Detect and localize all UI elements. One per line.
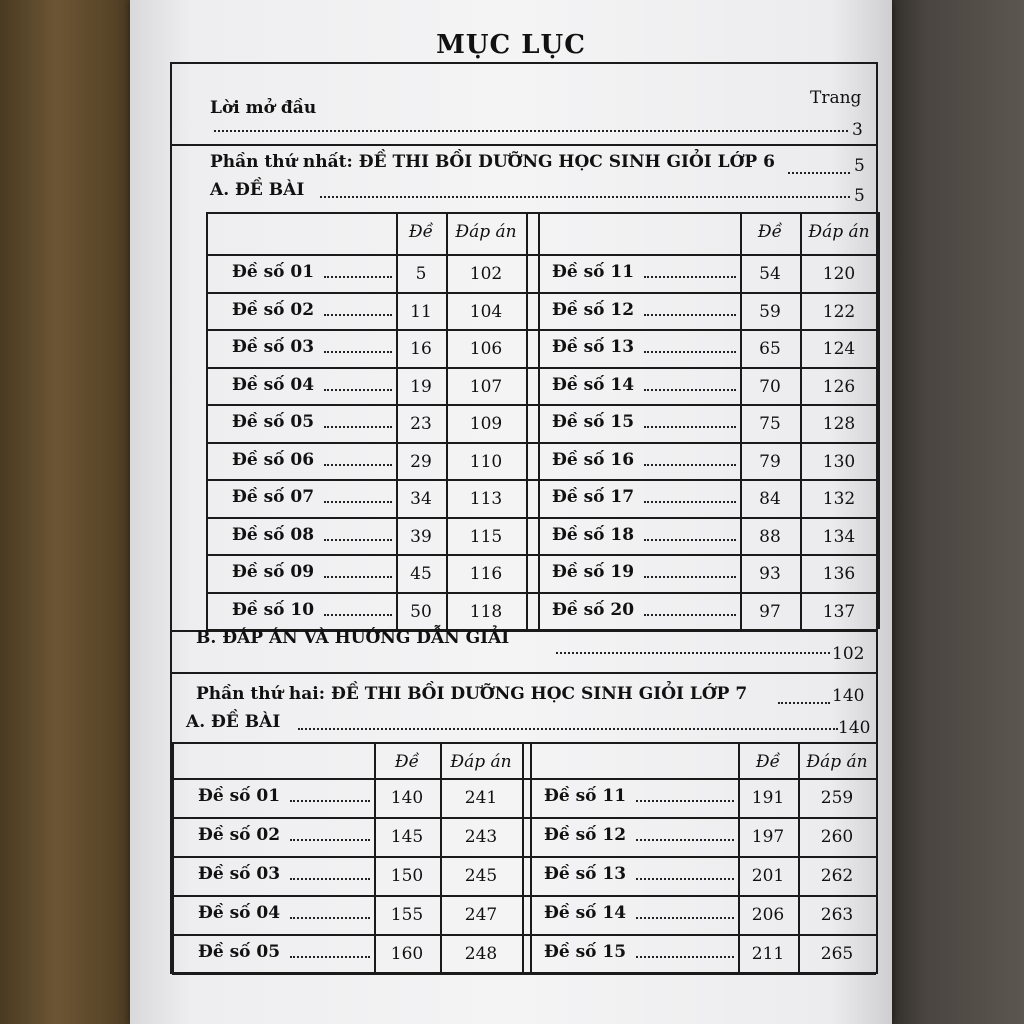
col-dapan-header: Đáp án xyxy=(455,222,517,242)
exam-page: 70 xyxy=(759,376,781,397)
exam-label: Đề số 09 xyxy=(232,562,315,582)
answer-page: 104 xyxy=(469,301,503,322)
answer-page: 126 xyxy=(822,376,856,397)
table-row-line xyxy=(206,329,878,331)
leader-dots xyxy=(644,276,736,278)
answer-page: 107 xyxy=(469,376,503,397)
table-row-line xyxy=(172,973,876,975)
leader-dots xyxy=(644,464,736,466)
exam-label: Đề số 17 xyxy=(552,487,635,507)
exam-label: Đề số 02 xyxy=(232,299,315,320)
answer-page: 134 xyxy=(822,526,856,547)
answer-page: 122 xyxy=(822,301,856,322)
part2-heading-page: 140 xyxy=(832,686,865,706)
exam-label: Đề số 18 xyxy=(552,524,635,545)
answer-page: 120 xyxy=(822,264,856,284)
exam-page: 150 xyxy=(390,866,424,886)
answer-page: 115 xyxy=(469,526,503,547)
exam-page: 54 xyxy=(759,264,781,284)
col-de-header: Đề xyxy=(755,752,781,772)
answer-page: 243 xyxy=(464,827,498,847)
exam-page: 211 xyxy=(751,944,785,964)
table-row-line xyxy=(206,442,878,444)
exam-label: Đề số 04 xyxy=(198,903,281,923)
col-de-header: Đề xyxy=(408,222,434,242)
exam-label: Đề số 14 xyxy=(544,903,627,923)
table-row-line xyxy=(172,817,876,819)
answer-page: 102 xyxy=(469,264,503,284)
leader-dots xyxy=(636,917,734,919)
table-row-line xyxy=(206,479,878,481)
exam-label: Đề số 13 xyxy=(552,337,635,357)
exam-label: Đề số 06 xyxy=(232,449,315,470)
exam-page: 75 xyxy=(759,414,781,434)
desk-background-right xyxy=(884,0,1024,1024)
table-row-line xyxy=(172,856,876,858)
leader-dots xyxy=(324,464,392,466)
table-border xyxy=(878,212,880,629)
exam-page: 39 xyxy=(410,526,432,547)
leader-dots xyxy=(324,539,392,541)
exam-page: 93 xyxy=(759,564,781,584)
answer-page: 265 xyxy=(820,944,854,964)
exam-label: Đề số 11 xyxy=(552,262,635,282)
col-dapan-header: Đáp án xyxy=(808,222,870,242)
table-row-line xyxy=(172,778,876,780)
part2-a-page: 140 xyxy=(838,718,871,738)
leader-dots xyxy=(290,956,370,958)
answer-page: 241 xyxy=(464,788,498,808)
exam-page: 206 xyxy=(751,905,785,925)
leader-dots xyxy=(644,539,736,541)
exam-label: Đề số 13 xyxy=(544,864,627,884)
part1-heading: Phần thứ nhất: ĐỀ THI BỒI DƯỠNG HỌC SINH GIỎI LỚP 6 xyxy=(210,152,775,172)
leader-dots xyxy=(644,389,736,391)
table-row-line xyxy=(206,367,878,369)
col-de-header: Đề xyxy=(757,222,783,242)
exam-label: Đề số 19 xyxy=(552,562,635,582)
answer-page: 248 xyxy=(464,944,498,964)
table-border xyxy=(876,742,878,973)
part2-heading: Phần thứ hai: ĐỀ THI BỒI DƯỠNG HỌC SINH GIỎI LỚP 7 xyxy=(196,684,748,704)
exam-page: 88 xyxy=(759,526,781,547)
exam-label: Đề số 15 xyxy=(552,412,635,432)
leader-dots xyxy=(644,426,736,428)
exam-page: 155 xyxy=(390,905,424,925)
leader-dots xyxy=(644,314,736,316)
answer-page: 263 xyxy=(820,905,854,925)
leader-dots xyxy=(644,351,736,353)
exam-label: Đề số 05 xyxy=(232,412,315,432)
page-title: MỤC LỤC xyxy=(436,30,586,60)
leader-dots xyxy=(644,614,736,616)
exam-page: 59 xyxy=(759,301,781,322)
leader-dots xyxy=(788,172,850,174)
exam-label: Đề số 01 xyxy=(232,262,315,282)
exam-page: 45 xyxy=(410,564,432,584)
exam-label: Đề số 14 xyxy=(552,374,635,395)
exam-label: Đề số 02 xyxy=(198,825,281,845)
leader-dots xyxy=(324,351,392,353)
exam-label: Đề số 05 xyxy=(198,942,281,962)
table-row-line xyxy=(172,895,876,897)
answer-page: 245 xyxy=(464,866,498,886)
leader-dots xyxy=(324,426,392,428)
exam-page: 23 xyxy=(410,414,432,434)
exam-page: 191 xyxy=(751,788,785,808)
col-dapan-header: Đáp án xyxy=(450,752,512,772)
exam-page: 79 xyxy=(759,451,781,472)
exam-label: Đề số 10 xyxy=(232,599,315,620)
part1-a-page: 5 xyxy=(854,186,865,206)
table-row-line xyxy=(172,934,876,936)
answer-page: 106 xyxy=(469,339,503,359)
answer-page: 116 xyxy=(469,564,503,584)
answer-page: 130 xyxy=(822,451,856,472)
exam-page: 140 xyxy=(390,788,424,808)
intro-label: Lời mở đầu xyxy=(210,98,317,118)
part1-b-page: 102 xyxy=(832,644,865,664)
answer-page: 113 xyxy=(469,489,503,509)
exam-page: 29 xyxy=(410,451,432,472)
exam-page: 50 xyxy=(410,601,432,622)
leader-dots xyxy=(324,614,392,616)
leader-dots xyxy=(290,839,370,841)
exam-label: Đề số 12 xyxy=(544,825,627,845)
divider xyxy=(170,144,878,146)
exam-page: 11 xyxy=(410,301,432,322)
exam-label: Đề số 03 xyxy=(198,864,281,884)
exam-page: 201 xyxy=(751,866,785,886)
leader-dots xyxy=(636,800,734,802)
leader-dots xyxy=(290,878,370,880)
table-border xyxy=(538,212,540,629)
leader-dots xyxy=(324,314,392,316)
intro-page: 3 xyxy=(852,120,863,140)
col-dapan-header: Đáp án xyxy=(806,752,868,772)
leader-dots xyxy=(324,576,392,578)
exam-page: 160 xyxy=(390,944,424,964)
answer-page: 124 xyxy=(822,339,856,359)
exam-page: 16 xyxy=(410,339,432,359)
part1-a-label: A. ĐỀ BÀI xyxy=(210,180,305,200)
leader-dots xyxy=(636,956,734,958)
exam-label: Đề số 03 xyxy=(232,337,315,357)
exam-label: Đề số 12 xyxy=(552,299,635,320)
table-row-line xyxy=(206,554,878,556)
exam-page: 84 xyxy=(759,489,781,509)
part1-heading-page: 5 xyxy=(854,156,865,176)
answer-page: 247 xyxy=(464,905,498,925)
exam-label: Đề số 20 xyxy=(552,599,635,620)
answer-page: 110 xyxy=(469,451,503,472)
answer-page: 109 xyxy=(469,414,503,434)
leader-dots xyxy=(324,276,392,278)
answer-page: 262 xyxy=(820,866,854,886)
desk-background-left xyxy=(0,0,140,1024)
table-row-line xyxy=(206,254,878,256)
leader-dots xyxy=(324,501,392,503)
leader-dots xyxy=(320,196,850,198)
table-row-line xyxy=(206,592,878,594)
leader-dots xyxy=(778,702,830,704)
leader-dots xyxy=(644,576,736,578)
leader-dots xyxy=(636,839,734,841)
answer-page: 128 xyxy=(822,414,856,434)
leader-dots xyxy=(636,878,734,880)
col-de-header: Đề xyxy=(394,752,420,772)
answer-page: 136 xyxy=(822,564,856,584)
exam-page: 34 xyxy=(410,489,432,509)
exam-label: Đề số 07 xyxy=(232,487,315,507)
answer-page: 259 xyxy=(820,788,854,808)
exam-label: Đề số 04 xyxy=(232,374,315,395)
exam-label: Đề số 08 xyxy=(232,524,315,545)
answer-page: 118 xyxy=(469,601,503,622)
exam-page: 197 xyxy=(751,827,785,847)
answer-page: 137 xyxy=(822,601,856,622)
exam-page: 65 xyxy=(759,339,781,359)
leader-dots xyxy=(290,917,370,919)
divider xyxy=(170,672,878,674)
table-border xyxy=(172,742,876,744)
table-row-line xyxy=(206,404,878,406)
answer-page: 132 xyxy=(822,489,856,509)
col-trang-header: Trang xyxy=(810,88,862,108)
answer-page: 260 xyxy=(820,827,854,847)
leader-dots xyxy=(298,728,838,730)
exam-label: Đề số 15 xyxy=(544,942,627,962)
leader-dots xyxy=(324,389,392,391)
exam-label: Đề số 11 xyxy=(544,786,627,806)
leader-dots xyxy=(290,800,370,802)
exam-page: 145 xyxy=(390,827,424,847)
table-row-line xyxy=(206,517,878,519)
leader-dots xyxy=(214,130,848,132)
leader-dots xyxy=(644,501,736,503)
part2-a-label: A. ĐỀ BÀI xyxy=(186,712,281,732)
exam-label: Đề số 16 xyxy=(552,449,635,470)
part1-b-label: B. ĐÁP ÁN VÀ HƯỚNG DẪN GIẢI xyxy=(196,628,510,648)
table-border xyxy=(206,212,208,629)
exam-label: Đề số 01 xyxy=(198,786,281,806)
exam-page: 5 xyxy=(415,264,427,284)
table-border xyxy=(526,212,528,629)
exam-page: 19 xyxy=(410,376,432,397)
table-row-line xyxy=(206,292,878,294)
table-border xyxy=(206,212,878,214)
leader-dots xyxy=(556,652,830,654)
exam-page: 97 xyxy=(759,601,781,622)
